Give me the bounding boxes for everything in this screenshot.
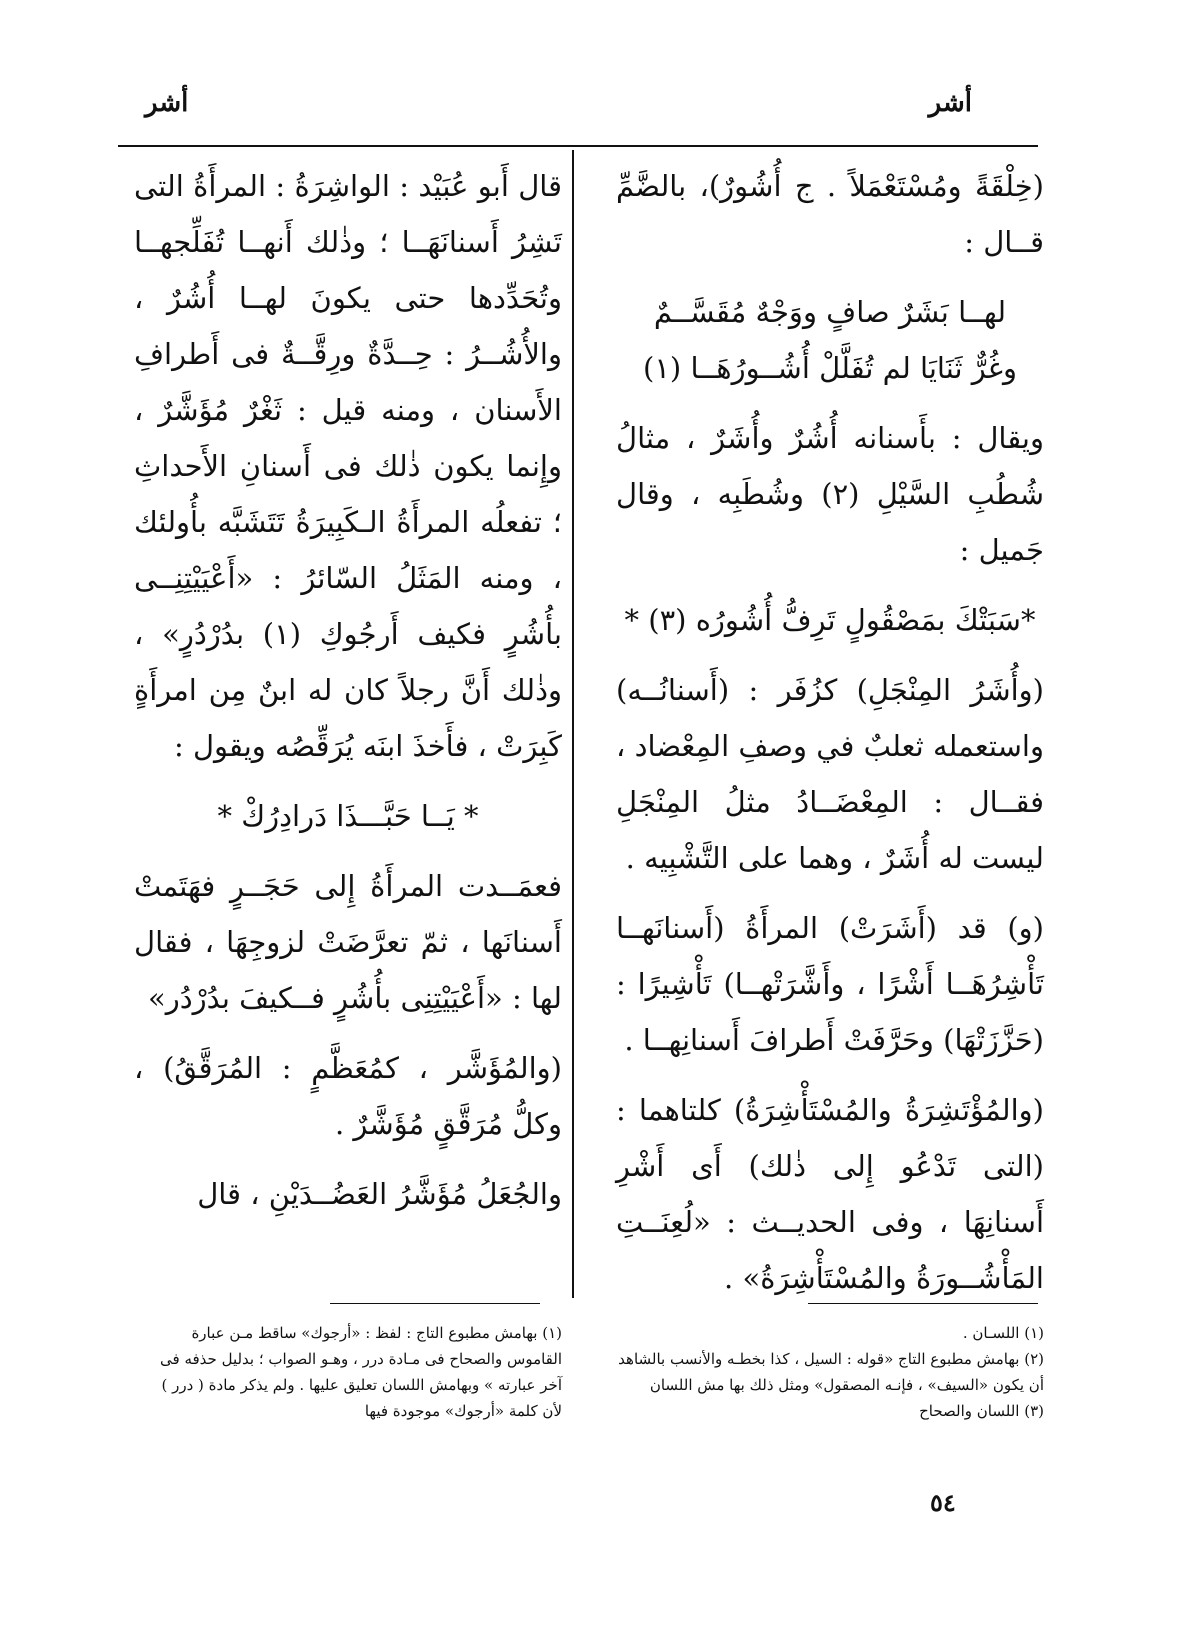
paragraph: (و) قد (أَشَرَتْ) المرأَةُ (أَسنانَهــا تَأْشِرُهَــا أَشْرًا ، وأَشَّرَتْهــا) تَأْشِيرًا : (حَزَّزَتْهَا) وحَرَّفَتْ أَطرافَ أَسنانِهــا .	[616, 911, 1044, 1057]
paragraph: (والمُؤْتَشِرَةُ والمُسْتَأْشِرَةُ) كلتاهما : (التى تَدْعُو إِلى ذٰلك) أَى أَشْرِ أَسنانِهَا ، وفى الحديــث : «لُعِنَــتِ المَأْشُــورَةُ والمُسْتَأْشِرَةُ» .	[616, 1093, 1044, 1295]
paragraph: (خِلْقَةً ومُسْتَعْمَلاً . ج أُشُورٌ)، بالضَّمِّ قــال :	[616, 169, 1044, 259]
header-rule	[118, 145, 1038, 147]
paragraph: قال أَبو عُبَيْد : الواشِرَةُ : المرأَةُ التى تَشِرُ أَسنانَهَــا ؛ وذٰلك أَنهــا تُفَلِّجهــا وتُحَدِّدها حتى يكونَ لهــا أُشُرٌ ، والأُشُــرُ : حِــدَّةٌ ورِقَّــةٌ فى أَطرافِ الأَسنان ، ومنه قيل : ثَغْرٌ مُؤَشَّرٌ ، وإِنما يكون ذٰلك فى أَسنانِ الأَحداثِ ؛ تفعلُه المرأَةُ الـكَبِيرَةُ تَتَشَبَّه بأُولئك ، ومنه المَثَلُ السّائرُ : «أَعْيَيْتِنِــى بأُشُرٍ فكيف أَرجُوكِ (١) بدُرْدُرٍ» ، وذٰلك أَنَّ رجلاً كان له ابنٌ مِن امرأَةٍ كَبِرَتْ ، فأَخذَ ابنَه يُرَقِّصُه ويقول :	[134, 169, 562, 763]
footnotes-left	[142, 1320, 562, 1424]
verse-line: * يَــا حَبَّـــذَا دَرادِرُكْ *	[217, 799, 479, 833]
page-number: ٥٤	[930, 1488, 956, 1517]
footnote-rule	[808, 1303, 1038, 1304]
column-divider	[572, 150, 574, 1298]
footnote: (١) بهامش مطبوع التاج : لفظ : «أرجوك» ساقط مـن عبارة القاموس والصحاح فى مـادة درر ، وهـو الصواب ؛ بدليل حذفه فى آخر عبارته » وبهامش اللسان تعليق عليها . ولم يذكر مادة ( درر ) لأن كلمة «أرجوك» موجودة فيها	[160, 1324, 562, 1420]
paragraph: ويقال : بأَسنانه أُشُرٌ وأُشَرٌ ، مثالُ شُطُبِ السَّيْلِ (٢) وشُطَبِه ، وقال جَميل :	[616, 421, 1044, 567]
footnote: (١) اللسـان .	[962, 1324, 1044, 1342]
paragraph: فعمَــدت المرأَةُ إِلى حَجَــرٍ فهَتَمتْ أَسنانَها ، ثمّ تعرَّضَتْ لزوجِهَا ، فقال لها : «أَعْيَيْتِنِى بأُشُرٍ فــكيفَ بدُرْدُر»	[134, 869, 562, 1015]
footnote: (٣) اللسان والصحاح	[919, 1402, 1044, 1420]
footnotes-right	[614, 1320, 1044, 1424]
right-column	[616, 158, 1044, 1320]
verse-line: وغُرٌّ ثَنَايَا لم تُفَلَّلْ أُشُــورُهَــا (١)	[643, 351, 1017, 385]
left-column	[134, 158, 562, 1236]
header-word-right: أشر	[928, 88, 972, 118]
paragraph: والجُعَلُ مُؤَشَّرُ العَضُــدَيْنِ ، قال	[197, 1177, 562, 1211]
verse-line: لهــا بَشَرٌ صافٍ ووَجْهٌ مُقَسَّــمٌ	[653, 295, 1007, 329]
verse-line: *سَبَتْكَ بمَصْقُولٍ تَرِفُّ أُشُورُه (٣) *	[624, 603, 1036, 637]
paragraph: (وأُشَرُ المِنْجَلِ) كزُفَر : (أَسنانُــه) واستعمله ثعلبٌ في وصفِ المِعْضاد ، فقــال : المِعْضَــادُ مثلُ المِنْجَلِ ليست له أُشَرٌ ، وهما على التَّشْبِيه .	[616, 673, 1044, 875]
footnote-rule	[330, 1303, 540, 1304]
header-word-left: أشر	[145, 88, 189, 118]
paragraph: (والمُؤَشَّر ، كمُعَظَّمٍ : المُرَقَّقُ) ، وكلُّ مُرَقَّقٍ مُؤَشَّرٌ .	[134, 1051, 562, 1141]
footnote: (٢) بهامش مطبوع التاج «قوله : السيل ، كذا بخطـه والأنسب بالشاهد أن يكون «السيف» ، فإنـه المصقول» ومثل ذلك بها مش اللسان	[618, 1350, 1044, 1394]
